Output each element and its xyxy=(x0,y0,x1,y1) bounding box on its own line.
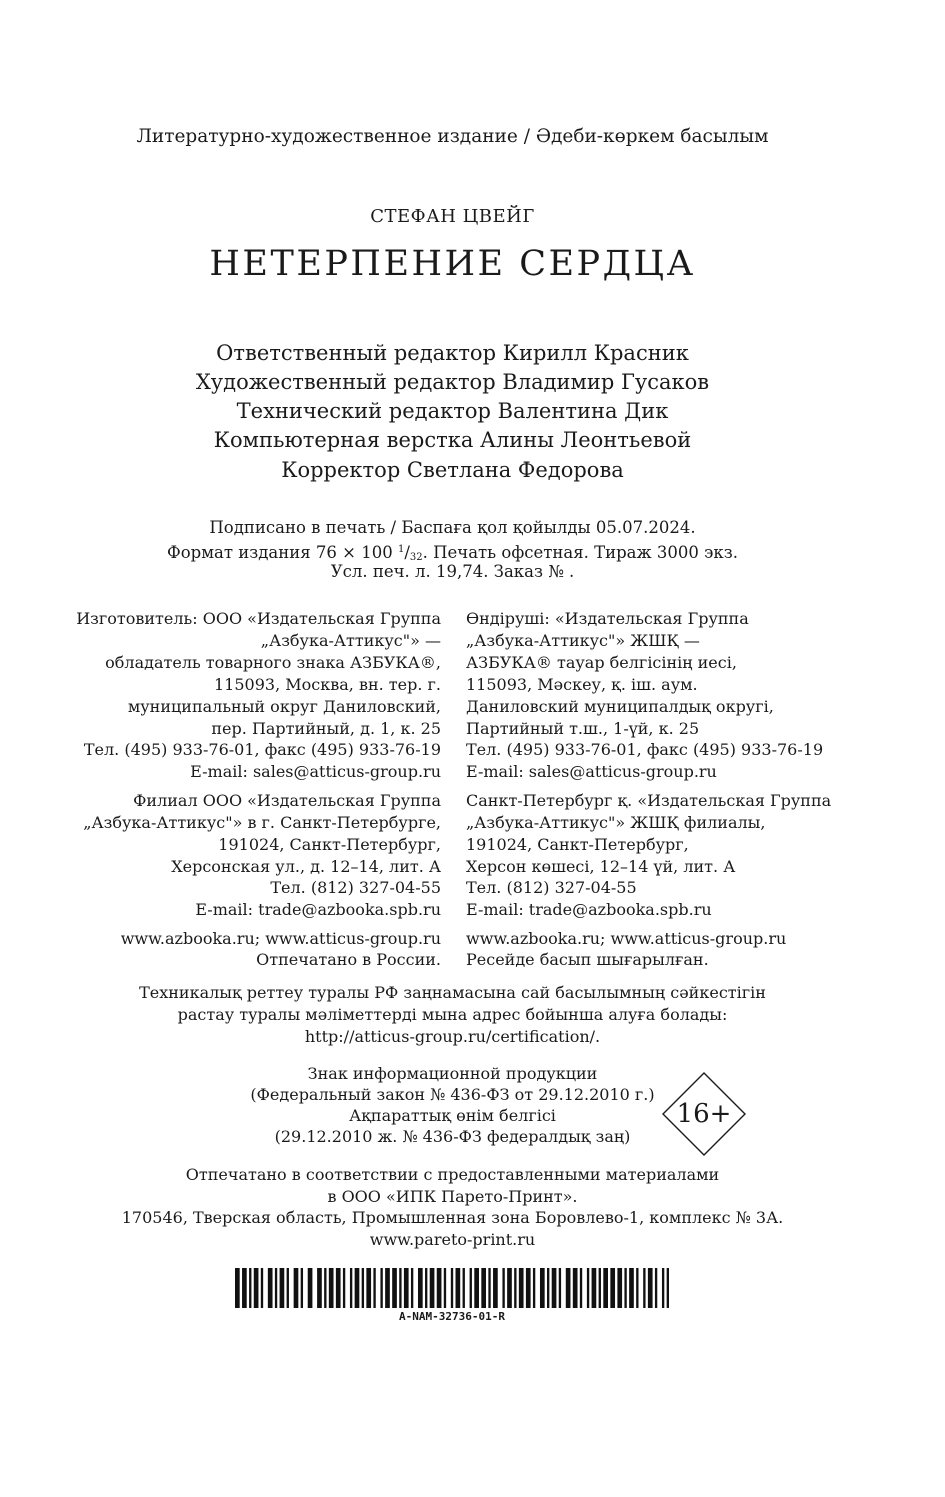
barcode-bar xyxy=(380,1268,382,1308)
publisher-ru-line: Изготовитель: ООО «Издательская Группа xyxy=(76,609,441,628)
branch-ru-line: Херсонская ул., д. 12–14, лит. А xyxy=(171,857,441,876)
barcode-bar xyxy=(444,1268,446,1308)
barcode-bar xyxy=(235,1268,240,1308)
barcode-bar xyxy=(261,1268,263,1308)
format-line: Формат издания 76 × 100 $^1/_{32}$. Печать офсетная. Тираж 3000 экз. xyxy=(167,543,738,563)
format-denominator: 32 xyxy=(409,552,423,563)
age-rating-badge xyxy=(662,1072,746,1156)
publisher-kz-line: „Азбука-Аттикус"» ЖШҚ — xyxy=(466,631,700,650)
info-sign-line: (Федеральный закон № 436-ФЗ от 29.12.2010 г.) xyxy=(250,1085,655,1104)
certification-url: http://atticus-group.ru/certification/. xyxy=(304,1027,601,1046)
publisher-ru-line: обладатель товарного знака АЗБУКА®, xyxy=(105,653,441,672)
genre-line: Литературно-художественное издание / Әдеби-көркем басылым xyxy=(136,126,769,147)
branch-ru-line: Филиал ООО «Издательская Группа xyxy=(133,791,441,810)
publisher-kz-line: АЗБУКА® тауар белгісінің иесі, xyxy=(466,653,737,672)
info-sign-line: (29.12.2010 ж. № 436-ФЗ федералдық заң) xyxy=(274,1127,631,1146)
branch-ru-line: 191024, Санкт-Петербург, xyxy=(218,835,441,854)
barcode-bar xyxy=(317,1268,322,1308)
barcode-bar xyxy=(540,1268,545,1308)
barcode-bar xyxy=(404,1268,409,1308)
credit-line: Корректор Светлана Федорова xyxy=(281,458,624,482)
publisher-ru-line: „Азбука-Аттикус"» — xyxy=(260,631,441,650)
barcode-bar xyxy=(502,1268,504,1308)
barcode-bar xyxy=(399,1268,401,1308)
barcode-bar xyxy=(275,1268,277,1308)
format-prefix: Формат издания 76 × 100 xyxy=(167,543,393,562)
printer-line: в ООО «ИПК Парето-Принт». xyxy=(327,1187,578,1206)
barcode-bar xyxy=(514,1268,516,1308)
barcode-bar xyxy=(580,1268,582,1308)
barcode-bar xyxy=(547,1268,549,1308)
barcode-bar xyxy=(301,1268,303,1308)
barcode-bar xyxy=(463,1268,465,1308)
barcode-bar xyxy=(392,1268,397,1308)
barcode-bar xyxy=(362,1268,364,1308)
printed-in-russia: Отпечатано в России. xyxy=(256,950,441,969)
credit-line: Художественный редактор Владимир Гусаков xyxy=(195,370,710,394)
printer-website: www.pareto-print.ru xyxy=(369,1230,536,1249)
websites-kz: www.azbooka.ru; www.atticus-group.ru xyxy=(466,929,787,948)
barcode-bar xyxy=(636,1268,638,1308)
book-title: НЕТЕРПЕНИЕ СЕРДЦА xyxy=(209,244,696,284)
publisher-ru-email: E-mail: sales@atticus-group.ru xyxy=(190,762,441,781)
barcode-bar xyxy=(329,1268,334,1308)
branch-kz-email: E-mail: trade@azbooka.spb.ru xyxy=(466,900,712,919)
publisher-kz-line: 115093, Мәскеу, қ. іш. аум. xyxy=(466,675,698,694)
barcode-bar xyxy=(507,1268,512,1308)
publisher-kz-email: E-mail: sales@atticus-group.ru xyxy=(466,762,717,781)
publisher-kz-line: Даниловский муниципалдық округі, xyxy=(466,697,774,716)
printed-in-russia-kz: Ресейде басып шығарылған. xyxy=(466,950,709,969)
barcode-bar xyxy=(280,1268,285,1308)
barcode-bar xyxy=(242,1268,247,1308)
barcode-bar xyxy=(667,1268,669,1308)
info-sign-line: Знак информационной продукции xyxy=(307,1064,598,1083)
barcode-bar xyxy=(662,1268,664,1308)
barcode-bar xyxy=(599,1268,601,1308)
barcode-bar xyxy=(474,1268,479,1308)
barcode-bar xyxy=(249,1268,251,1308)
barcode-bar xyxy=(629,1268,634,1308)
barcode-bar xyxy=(254,1268,259,1308)
barcode-bar xyxy=(573,1268,578,1308)
barcode-bar xyxy=(533,1268,535,1308)
branch-kz-line: Херсон көшесі, 12–14 үй, лит. А xyxy=(466,857,736,876)
branch-kz-line: „Азбука-Аттикус"» ЖШҚ филиалы, xyxy=(466,813,766,832)
branch-ru-email: E-mail: trade@azbooka.spb.ru xyxy=(195,900,441,919)
barcode-bar xyxy=(566,1268,571,1308)
order-line: Усл. печ. л. 19,74. Заказ № . xyxy=(330,562,575,581)
barcode-bar xyxy=(488,1268,490,1308)
barcode-bar xyxy=(519,1268,524,1308)
barcode-bar xyxy=(373,1268,375,1308)
barcode-bar xyxy=(526,1268,531,1308)
publisher-kz-line: Тел. (495) 933-76-01, факс (495) 933-76-19 xyxy=(466,740,824,759)
printer-line: Отпечатано в соответствии с предоставленными материалами xyxy=(185,1165,720,1184)
websites-ru: www.azbooka.ru; www.atticus-group.ru xyxy=(120,929,441,948)
barcode-bar xyxy=(610,1268,615,1308)
barcode-bar xyxy=(481,1268,486,1308)
barcode-bar xyxy=(655,1268,657,1308)
credit-line: Компьютерная верстка Алины Леонтьевой xyxy=(213,428,692,452)
barcode-bar xyxy=(366,1268,371,1308)
barcode-bar xyxy=(624,1268,626,1308)
certification-line: растау туралы мәліметтерді мына адрес бойынша алуға болады: xyxy=(177,1005,728,1024)
branch-kz-line: Тел. (812) 327-04-55 xyxy=(466,878,637,897)
barcode-bar xyxy=(643,1268,645,1308)
barcode-bar xyxy=(456,1268,461,1308)
publisher-ru-line: пер. Партийный, д. 1, к. 25 xyxy=(211,719,441,738)
printer-address: 170546, Тверская область, Промышленная зона Боровлево-1, комплекс № 3А. xyxy=(121,1208,784,1227)
barcode-bar xyxy=(411,1268,413,1308)
barcode-bar xyxy=(350,1268,352,1308)
barcode-bar xyxy=(425,1268,427,1308)
barcode-number: A-NAM-32736-01-R xyxy=(399,1310,505,1323)
barcode-bar xyxy=(493,1268,498,1308)
format-numerator: 1 xyxy=(397,544,405,555)
barcode-bar xyxy=(617,1268,622,1308)
barcode-bar xyxy=(418,1268,423,1308)
barcode-bar xyxy=(355,1268,360,1308)
branch-ru-line: „Азбука-Аттикус"» в г. Санкт-Петербурге, xyxy=(83,813,441,832)
signed-date: Подписано в печать / Баспаға қол қойылды 05.07.2024. xyxy=(209,518,696,537)
barcode-bar xyxy=(430,1268,435,1308)
barcode-bar xyxy=(603,1268,608,1308)
publisher-kz-line: Партийный т.ш., 1-үй, к. 25 xyxy=(466,719,700,738)
barcode-bar xyxy=(294,1268,299,1308)
credit-line: Ответственный редактор Кирилл Красник xyxy=(216,341,689,365)
branch-ru-line: Тел. (812) 327-04-55 xyxy=(270,878,441,897)
barcode-bar xyxy=(308,1268,313,1308)
barcode-bar xyxy=(324,1268,326,1308)
branch-kz-line: 191024, Санкт-Петербург, xyxy=(466,835,689,854)
barcode-bar xyxy=(648,1268,653,1308)
barcode-bar xyxy=(336,1268,341,1308)
barcode-bar xyxy=(470,1268,472,1308)
barcode xyxy=(235,1268,669,1308)
publisher-ru-line: Тел. (495) 933-76-01, факс (495) 933-76-19 xyxy=(83,740,441,759)
barcode-bar xyxy=(268,1268,273,1308)
info-sign-line: Ақпараттық өнім белгісі xyxy=(349,1106,556,1125)
barcode-bar xyxy=(451,1268,453,1308)
publisher-kz-line: Өндіруші: «Издательская Группа xyxy=(466,609,749,628)
barcode-bar xyxy=(552,1268,557,1308)
barcode-bar xyxy=(287,1268,289,1308)
author-name: СТЕФАН ЦВЕЙГ xyxy=(370,206,535,227)
publisher-ru-line: 115093, Москва, вн. тер. г. xyxy=(214,675,441,694)
credit-line: Технический редактор Валентина Дик xyxy=(236,399,669,423)
certification-line: Техникалық реттеу туралы РФ заңнамасына сай басылымның сәйкестігін xyxy=(139,983,766,1002)
barcode-bar xyxy=(437,1268,442,1308)
branch-kz-line: Санкт-Петербург қ. «Издательская Группа xyxy=(466,791,832,810)
publisher-ru-line: муниципальный округ Даниловский, xyxy=(127,697,441,716)
format-suffix: . Печать офсетная. Тираж 3000 экз. xyxy=(422,543,738,562)
barcode-bar xyxy=(559,1268,561,1308)
age-rating-text: 16+ xyxy=(676,1099,732,1129)
barcode-bar xyxy=(385,1268,390,1308)
barcode-bar xyxy=(343,1268,345,1308)
barcode-bar xyxy=(592,1268,597,1308)
barcode-bar xyxy=(587,1268,589,1308)
